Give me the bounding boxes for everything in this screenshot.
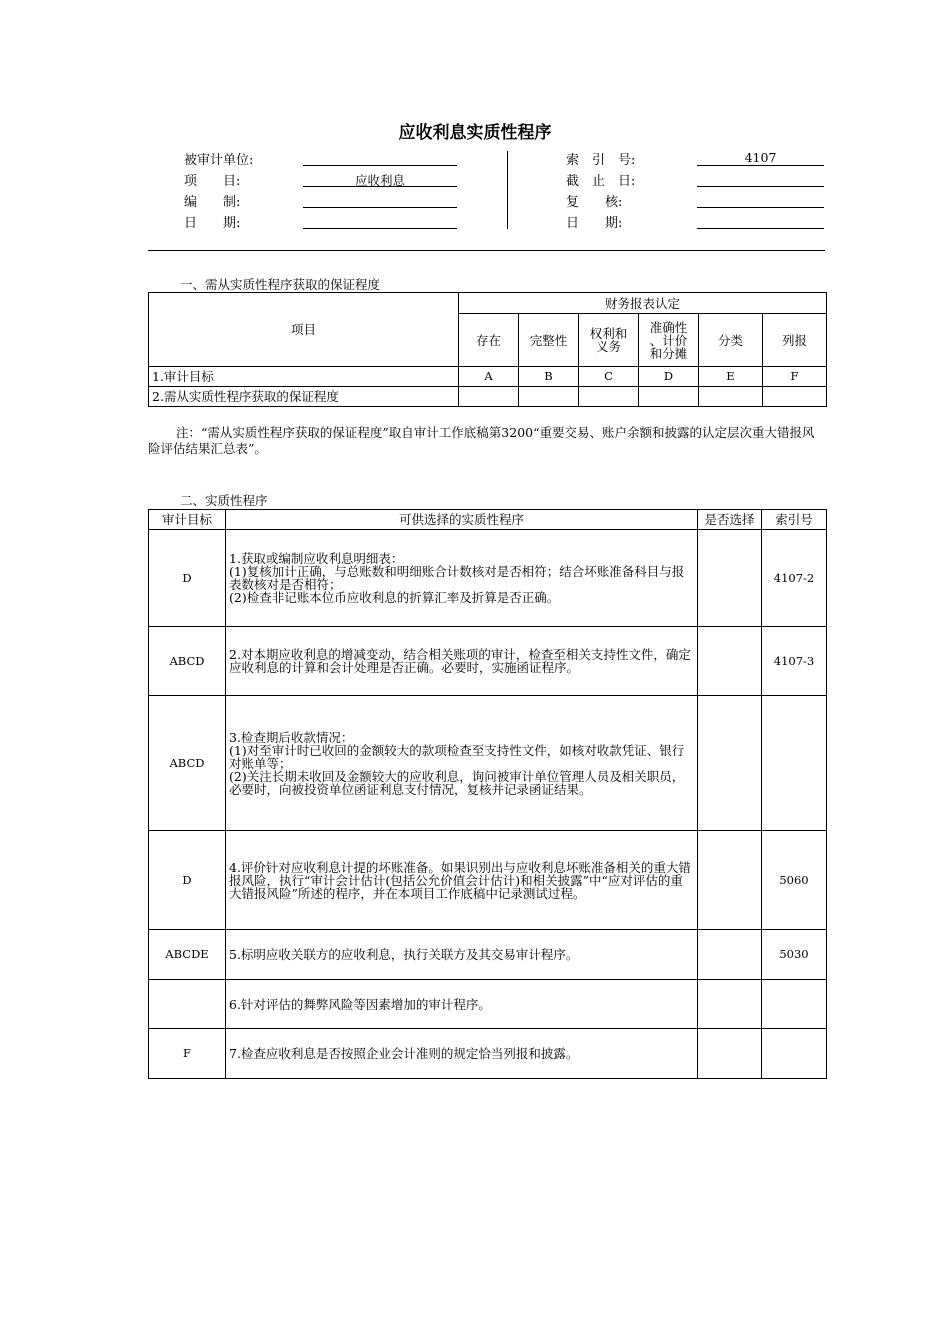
index-no-field[interactable]: 4107 xyxy=(697,165,824,166)
review-date-label: 日 期: xyxy=(566,216,623,231)
assertion-completeness: 完整性 xyxy=(519,314,579,367)
assertion-header: 财务报表认定 xyxy=(459,293,827,314)
table-row xyxy=(149,930,827,980)
index-cell: 4107-3 xyxy=(762,627,827,696)
col-procedure: 可供选择的实质性程序 xyxy=(226,510,698,530)
cell-accuracy: D xyxy=(639,367,699,387)
objective-cell xyxy=(149,980,226,1029)
audited-unit-label: 被审计单位: xyxy=(184,153,254,168)
audited-unit-field[interactable] xyxy=(303,165,457,166)
cell-existence: A xyxy=(459,367,519,387)
reviewed-by-label: 复 核: xyxy=(566,195,623,210)
cell-existence[interactable] xyxy=(459,387,519,407)
page-title: 应收利息实质性程序 xyxy=(398,123,552,143)
index-cell xyxy=(762,1029,827,1079)
item-label: 项 目: xyxy=(184,174,241,189)
procedure-cell: 5.标明应收关联方的应收利息，执行关联方及其交易审计程序。 xyxy=(226,930,698,980)
index-cell: 5030 xyxy=(762,930,827,980)
reviewed-by-field[interactable] xyxy=(697,207,824,208)
row-label: 1.审计目标 xyxy=(149,367,459,387)
procedure-cell: 7.检查应收利息是否按照企业会计准则的规定恰当列报和披露。 xyxy=(226,1029,698,1079)
cell-rights: C xyxy=(579,367,639,387)
header-divider xyxy=(507,151,508,229)
cutoff-date-field[interactable] xyxy=(697,186,824,187)
selected-cell[interactable] xyxy=(698,696,762,831)
cell-completeness: B xyxy=(519,367,579,387)
item-field[interactable]: 应收利息 xyxy=(303,186,457,187)
index-cell xyxy=(762,980,827,1029)
table-row xyxy=(149,387,827,407)
cell-classification[interactable] xyxy=(699,387,763,407)
index-cell: 4107-2 xyxy=(762,530,827,627)
section1-heading: 一、需从实质性程序获取的保证程度 xyxy=(180,277,381,292)
prepared-date-field[interactable] xyxy=(303,228,457,229)
index-cell xyxy=(762,696,827,831)
table-row xyxy=(149,980,827,1029)
cell-classification: E xyxy=(699,367,763,387)
index-no-label: 索 引 号: xyxy=(566,153,636,168)
header-rule xyxy=(148,250,825,251)
index-cell: 5060 xyxy=(762,831,827,930)
assertion-existence: 存在 xyxy=(459,314,519,367)
procedures-table xyxy=(148,509,827,1079)
objective-cell: D xyxy=(149,831,226,930)
assertion-presentation: 列报 xyxy=(763,314,827,367)
cell-completeness[interactable] xyxy=(519,387,579,407)
source-note: 注：“需从实质性程序获取的保证程度”取自审计工作底稿第3200“重要交易、账户余额和披露的认定层次重大错报风险评估结果汇总表”。 xyxy=(148,425,815,456)
col-objective: 审计目标 xyxy=(149,510,226,530)
prepared-by-label: 编 制: xyxy=(184,195,241,210)
table-row xyxy=(149,530,827,627)
section2-heading: 二、实质性程序 xyxy=(180,493,268,508)
selected-cell[interactable] xyxy=(698,530,762,627)
assertion-accuracy: 准确性 、计价 和分摊 xyxy=(639,314,699,367)
review-date-field[interactable] xyxy=(697,228,824,229)
assertion-rights: 权利和 义务 xyxy=(579,314,639,367)
assurance-table xyxy=(148,292,827,407)
table-row xyxy=(149,696,827,831)
selected-cell[interactable] xyxy=(698,1029,762,1079)
selected-cell[interactable] xyxy=(698,831,762,930)
table-row xyxy=(149,1029,827,1079)
procedure-cell: 1.获取或编制应收利息明细表： (1)复核加计正确，与总账数和明细账合计数核对是否相符；结合坏账准备科目与报表数核对是否相符； (2)检查非记账本位币应收利息的折算汇率及折算是否正确。 xyxy=(226,530,698,627)
cutoff-date-label: 截 止 日: xyxy=(566,174,636,189)
assertion-classification: 分类 xyxy=(699,314,763,367)
objective-cell: F xyxy=(149,1029,226,1079)
item-header: 项目 xyxy=(149,293,459,367)
table-row xyxy=(149,627,827,696)
selected-cell[interactable] xyxy=(698,980,762,1029)
selected-cell[interactable] xyxy=(698,627,762,696)
objective-cell: ABCD xyxy=(149,696,226,831)
table-row xyxy=(149,367,827,387)
row-label: 2.需从实质性程序获取的保证程度 xyxy=(149,387,459,407)
selected-cell[interactable] xyxy=(698,930,762,980)
procedure-cell: 4.评价针对应收利息计提的坏账准备。如果识别出与应收利息坏账准备相关的重大错报风险，执行“审计会计估计(包括公允价值会计估计)和相关披露”中“应对评估的重大错报风险”所述的程序，并在本项目工作底稿中记录测试过程。 xyxy=(226,831,698,930)
col-selected: 是否选择 xyxy=(698,510,762,530)
cell-presentation: F xyxy=(763,367,827,387)
table-row xyxy=(149,831,827,930)
col-index: 索引号 xyxy=(762,510,827,530)
objective-cell: D xyxy=(149,530,226,627)
cell-accuracy[interactable] xyxy=(639,387,699,407)
prepared-date-label: 日 期: xyxy=(184,216,241,231)
procedure-cell: 6.针对评估的舞弊风险等因素增加的审计程序。 xyxy=(226,980,698,1029)
cell-rights[interactable] xyxy=(579,387,639,407)
cell-presentation[interactable] xyxy=(763,387,827,407)
objective-cell: ABCD xyxy=(149,627,226,696)
procedure-cell: 2.对本期应收利息的增减变动，结合相关账项的审计，检查至相关支持性文件，确定应收利息的计算和会计处理是否正确。必要时，实施函证程序。 xyxy=(226,627,698,696)
procedure-cell: 3.检查期后收款情况： (1)对至审计时已收回的金额较大的款项检查至支持性文件，如核对收款凭证、银行对账单等； (2)关注长期未收回及金额较大的应收利息，询问被审计单位管理人员及相关职员，必要时，向被投资单位函证利息支付情况，复核并记录函证结果。 xyxy=(226,696,698,831)
objective-cell: ABCDE xyxy=(149,930,226,980)
prepared-by-field[interactable] xyxy=(303,207,457,208)
